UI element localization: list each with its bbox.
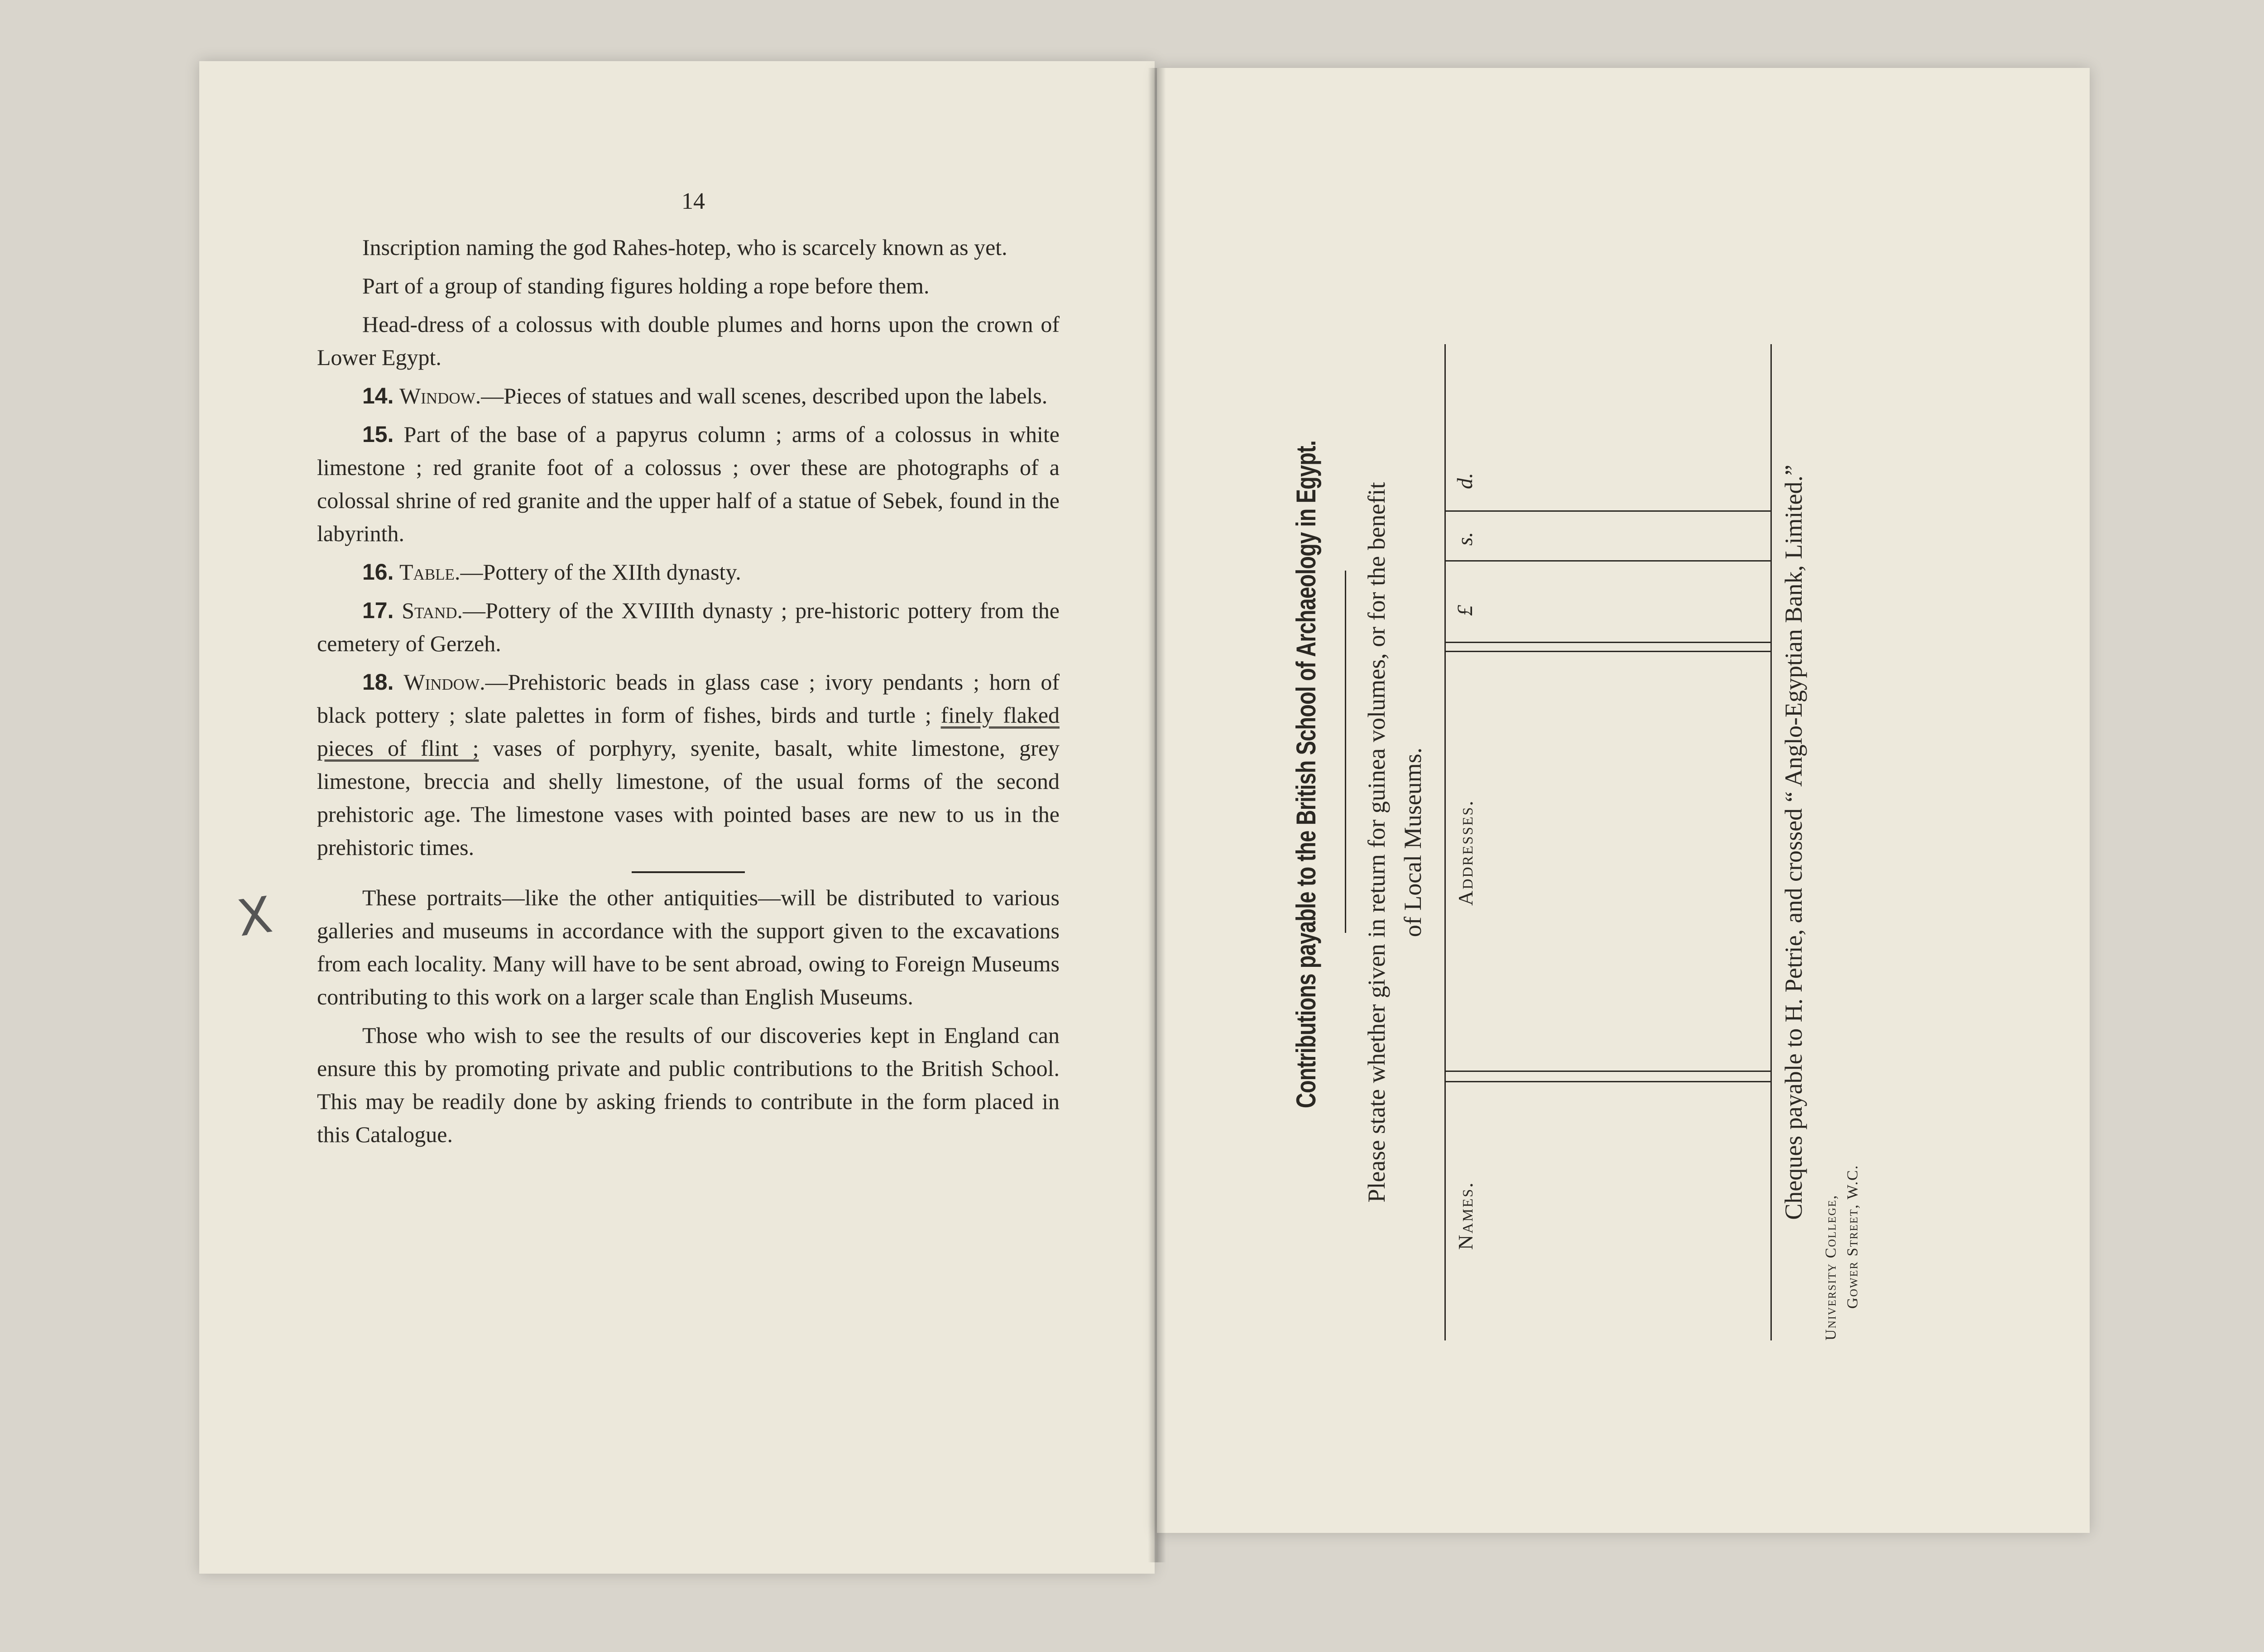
shillings-col-divider (1444, 510, 1770, 512)
book-gutter (1148, 68, 1166, 1562)
paragraph-headdress: Head-dress of a colossus with double plumes and horns upon the crown of Lower Egypt. (317, 312, 1060, 370)
pounds-header: £ (1453, 605, 1477, 616)
section-divider (632, 871, 745, 873)
form-title: Contributions payable to the British School of Archaeology in Egypt. (1291, 440, 1321, 1109)
instruction-line-1: Please state whether given in return for guinea volumes, or for the benefit (1363, 482, 1390, 1203)
address-line-1: University College, (1823, 1194, 1839, 1340)
contribution-form (1290, 344, 1893, 1340)
entry-number: 14. (362, 383, 394, 408)
names-col-divider-2 (1444, 1071, 1770, 1072)
paragraph-discoveries: Those who wish to see the results of our discoveries kept in England can ensure this by promoting private and public contributions to the British School. This may be readily done by asking friends to contribute in the form placed in this Catalogue. (317, 1023, 1060, 1147)
address-line-2: Gower Street, W.C. (1844, 1164, 1861, 1309)
pence-header: d. (1453, 473, 1477, 489)
addresses-header: Addresses. (1454, 799, 1477, 906)
margin-mark: X (234, 885, 276, 948)
contribution-table[interactable] (1444, 344, 1775, 1340)
instruction-line-2: of Local Museums. (1399, 747, 1426, 937)
entry-number: 15. (362, 422, 394, 447)
entry-label: Window (399, 383, 475, 408)
entry-text-cont: vases of porphyry, syenite, basalt, white limestone, grey limestone, breccia and shelly limestone, of the usual forms of the second prehistoric age. The limestone vases with pointed bases are new to us in the prehistoric times. (317, 735, 1060, 860)
entry-number: 17. (362, 598, 394, 623)
title-rule (1345, 571, 1346, 933)
entry-15 (317, 418, 1060, 550)
names-header: Names. (1454, 1181, 1477, 1250)
table-bottom-rule (1770, 344, 1772, 1340)
addresses-col-divider (1444, 651, 1770, 652)
addresses-col-divider-2 (1444, 642, 1770, 643)
entry-label: Stand (402, 598, 457, 623)
shillings-header: s. (1453, 532, 1477, 546)
entry-text: .—Prehistoric beads in glass case ; ivory pendants ; horn of black pottery ; slate palettes in form of fishes, birds and turtle ; (317, 669, 1060, 728)
entry-text: Part of the base of a papyrus column ; arms of a colossus in white limestone ; red granite foot of a colossus ; over these are photographs of a colossal shrine of red granite and the upper half of a statue of Sebek, found in the labyrinth. (317, 422, 1060, 546)
underlined-phrase: finely flaked pieces of flint ; (317, 702, 1060, 761)
entry-text: .—Pottery of the XIIth dynasty. (454, 559, 741, 585)
entry-16 (317, 556, 1060, 589)
paragraph-group: Part of a group of standing figures holding a rope before them. (362, 273, 930, 298)
school-address (1820, 1091, 1864, 1340)
entry-18 (317, 666, 1060, 864)
entry-number: 16. (362, 559, 394, 585)
entry-14 (317, 379, 1060, 413)
pounds-col-divider (1444, 560, 1770, 562)
entry-text: .—Pieces of statues and wall scenes, described upon the labels. (475, 383, 1048, 408)
cheque-instructions: Cheques payable to H. Petrie, and crossed “ Anglo-Egyptian Bank, Limited.” (1780, 465, 1807, 1220)
paragraph-inscription: Inscription naming the god Rahes-hotep, who is scarcely known as yet. (362, 235, 1007, 260)
left-page-text (317, 231, 1060, 1151)
entry-number: 18. (362, 669, 394, 695)
entry-text: .—Pottery of the XVIIIth dynasty ; pre-historic pottery from the cemetery of Gerzeh. (317, 598, 1060, 656)
table-top-rule (1444, 344, 1446, 1340)
paragraph-portraits: These portraits—like the other antiquities—will be distributed to various galleries and museums in accordance with the support given to the excavations from each locality. Many will have to be sent abroad, owing to Foreign Museums contributing to this work on a larger scale than English Museums. (317, 885, 1060, 1009)
form-instructions (1358, 344, 1431, 1340)
entry-label: Table (399, 559, 455, 585)
names-col-divider (1444, 1081, 1770, 1082)
entry-17 (317, 594, 1060, 660)
entry-label: Window (403, 669, 480, 695)
page-number: 14 (681, 188, 705, 214)
